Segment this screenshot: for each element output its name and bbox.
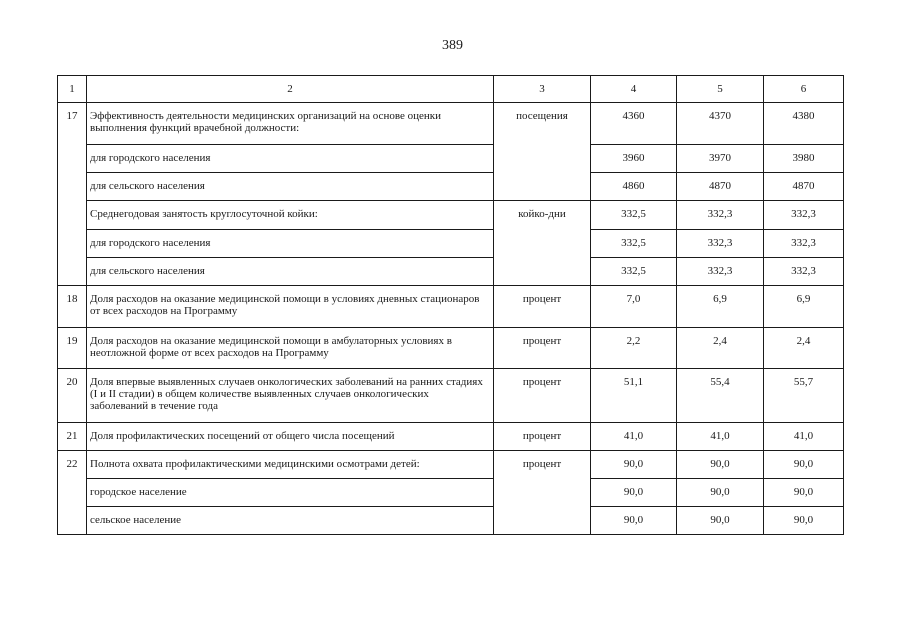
value-col5: 4370 <box>677 103 764 145</box>
indicator-name: Полнота охвата профилактическими медицинскими осмотрами детей: <box>87 451 494 479</box>
value-col4: 332,5 <box>591 201 677 230</box>
value-col4: 332,5 <box>591 230 677 258</box>
table-row <box>58 451 844 479</box>
value-col5: 41,0 <box>677 423 764 451</box>
table-row <box>58 507 844 535</box>
indicator-name: для сельского населения <box>87 258 494 286</box>
value-col5: 4870 <box>677 173 764 201</box>
value-col4: 90,0 <box>591 479 677 507</box>
table-header-row <box>58 76 844 103</box>
header-cell-4: 4 <box>591 76 677 103</box>
value-col4: 41,0 <box>591 423 677 451</box>
indicator-name: Доля впервые выявленных случаев онкологических заболеваний на ранних стадиях (I и II стадии) в общем количестве выявленных случаев онкологических заболеваний в течение года <box>87 369 494 423</box>
unit-cell: процент <box>494 451 591 535</box>
indicator-name: Доля расходов на оказание медицинской помощи в условиях дневных стационаров от всех расходов на Программу <box>87 286 494 328</box>
unit-cell: процент <box>494 423 591 451</box>
value-col5: 90,0 <box>677 507 764 535</box>
value-col6: 332,3 <box>764 258 844 286</box>
header-cell-1: 1 <box>58 76 87 103</box>
value-col4: 332,5 <box>591 258 677 286</box>
value-col5: 332,3 <box>677 230 764 258</box>
value-col6: 4380 <box>764 103 844 145</box>
table-row <box>58 423 844 451</box>
indicator-name: Доля расходов на оказание медицинской помощи в амбулаторных условиях в неотложной форме от всех расходов на Программу <box>87 328 494 369</box>
indicator-name: для сельского населения <box>87 173 494 201</box>
table-row <box>58 103 844 145</box>
value-col4: 4360 <box>591 103 677 145</box>
indicator-name: сельское население <box>87 507 494 535</box>
indicator-name: Эффективность деятельности медицинских организаций на основе оценки выполнения функций врачебной должности: <box>87 103 494 145</box>
value-col4: 90,0 <box>591 507 677 535</box>
row-number: 18 <box>58 286 87 328</box>
table-row <box>58 201 844 230</box>
table-row <box>58 145 844 173</box>
row-number: 21 <box>58 423 87 451</box>
value-col5: 2,4 <box>677 328 764 369</box>
value-col5: 55,4 <box>677 369 764 423</box>
header-cell-2: 2 <box>87 76 494 103</box>
value-col4: 3960 <box>591 145 677 173</box>
row-number: 20 <box>58 369 87 423</box>
unit-cell: посещения <box>494 103 591 201</box>
value-col5: 6,9 <box>677 286 764 328</box>
value-col5: 332,3 <box>677 201 764 230</box>
value-col4: 51,1 <box>591 369 677 423</box>
header-cell-5: 5 <box>677 76 764 103</box>
indicator-name: Среднегодовая занятость круглосуточной койки: <box>87 201 494 230</box>
table-row <box>58 369 844 423</box>
indicator-name: для городского населения <box>87 145 494 173</box>
table-row <box>58 479 844 507</box>
header-cell-3: 3 <box>494 76 591 103</box>
table-row <box>58 230 844 258</box>
indicator-name: для городского населения <box>87 230 494 258</box>
value-col6: 4870 <box>764 173 844 201</box>
value-col6: 41,0 <box>764 423 844 451</box>
row-number: 22 <box>58 451 87 535</box>
value-col6: 332,3 <box>764 230 844 258</box>
table-row <box>58 173 844 201</box>
value-col4: 7,0 <box>591 286 677 328</box>
value-col6: 332,3 <box>764 201 844 230</box>
table-row <box>58 258 844 286</box>
value-col4: 2,2 <box>591 328 677 369</box>
table-row <box>58 286 844 328</box>
value-col5: 90,0 <box>677 479 764 507</box>
unit-cell: процент <box>494 369 591 423</box>
indicators-table <box>57 75 844 535</box>
value-col5: 332,3 <box>677 258 764 286</box>
value-col6: 90,0 <box>764 507 844 535</box>
value-col5: 3970 <box>677 145 764 173</box>
indicator-name: Доля профилактических посещений от общего числа посещений <box>87 423 494 451</box>
table-row <box>58 328 844 369</box>
value-col6: 6,9 <box>764 286 844 328</box>
unit-cell: процент <box>494 286 591 328</box>
value-col6: 3980 <box>764 145 844 173</box>
value-col6: 55,7 <box>764 369 844 423</box>
unit-cell: процент <box>494 328 591 369</box>
row-number: 19 <box>58 328 87 369</box>
value-col6: 90,0 <box>764 451 844 479</box>
row-number: 17 <box>58 103 87 286</box>
value-col6: 90,0 <box>764 479 844 507</box>
value-col5: 90,0 <box>677 451 764 479</box>
value-col4: 4860 <box>591 173 677 201</box>
value-col4: 90,0 <box>591 451 677 479</box>
unit-cell: койко-дни <box>494 201 591 286</box>
header-cell-6: 6 <box>764 76 844 103</box>
value-col6: 2,4 <box>764 328 844 369</box>
page-number: 389 <box>442 38 463 53</box>
indicator-name: городское население <box>87 479 494 507</box>
